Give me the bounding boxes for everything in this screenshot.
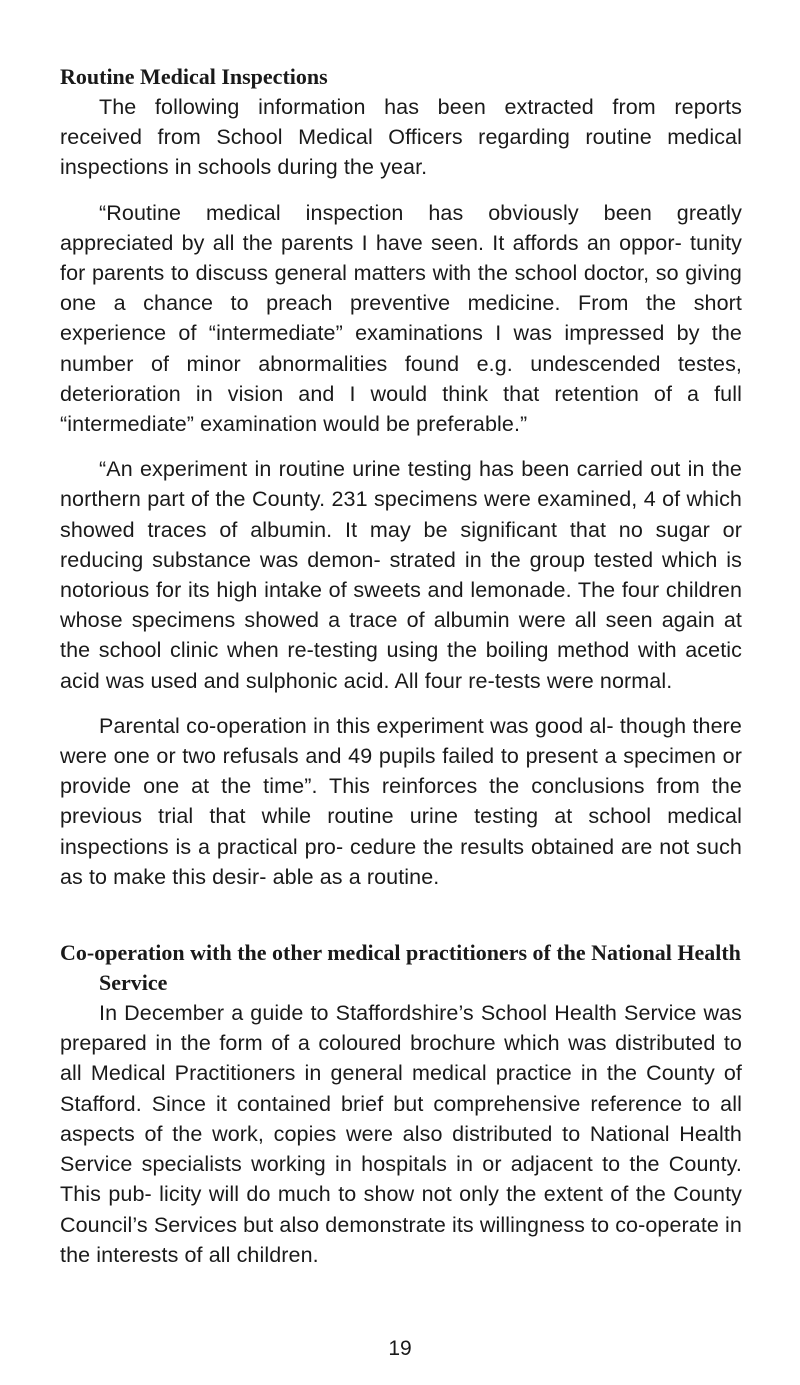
document-page <box>60 62 742 1270</box>
paragraph-urine-testing-experiment: “An experiment in routine urine testing has been carried out in the northern part of the County. 231 specimens were examined, 4 of which showed traces of albumin. It may be significant that no sugar or reducing substance was demon- strated in the group tested which is notorious for its high intake of sweets and lemonade. The four children whose specimens showed a trace of albumin were all seen again at the school clinic when re-testing using the boiling method with acetic acid was used and sulphonic acid. All four re-tests were normal. <box>60 457 742 693</box>
paragraph-quote-routine-inspection: “Routine medical inspection has obviously been greatly appreciated by all the parents I have seen. It affords an oppor- tunity for parents to discuss general matters with the school doctor, so giving one a chance to preach preventive medicine. From the short experience of “intermediate” examinations I was impressed by the number of minor abnormalities found e.g. undescended testes, deterioration in vision and I would think that retention of a full “intermediate” examination would be preferable.” <box>60 200 742 437</box>
paragraph-intro: The following information has been extracted from reports received from School Medical Officers regarding routine medical inspections in schools during the year. <box>60 95 742 180</box>
section-heading-routine-medical-inspections: Routine Medical Inspections <box>60 64 328 89</box>
paragraph-brochure: In December a guide to Staffordshire’s School Health Service was prepared in the form of a coloured brochure which was distributed to all Medical Practitioners in general medical practice in the County of Stafford. Since it contained brief but comprehensive reference to all aspects of the work, copies were also distributed to National Health Service specialists working in hospitals in or adjacent to the County. This pub- licity will do much to show not only the extent of the County Council’s Services but also demonstrate its willingness to co-operate in the interests of all children. <box>60 1001 742 1267</box>
paragraph-parental-cooperation: Parental co-operation in this experiment was good al- though there were one or two refusals and 49 pupils failed to present a specimen or provide one at the time”. This reinforces the conclusions from the previous trial that while routine urine testing at school medical inspections is a practical pro- cedure the results obtained are not such as to make this desir- able as a routine. <box>60 713 742 889</box>
section-heading-cooperation: Co-operation with the other medical practitioners of the National Health Service <box>60 940 741 996</box>
page-number: 19 <box>388 1337 412 1360</box>
